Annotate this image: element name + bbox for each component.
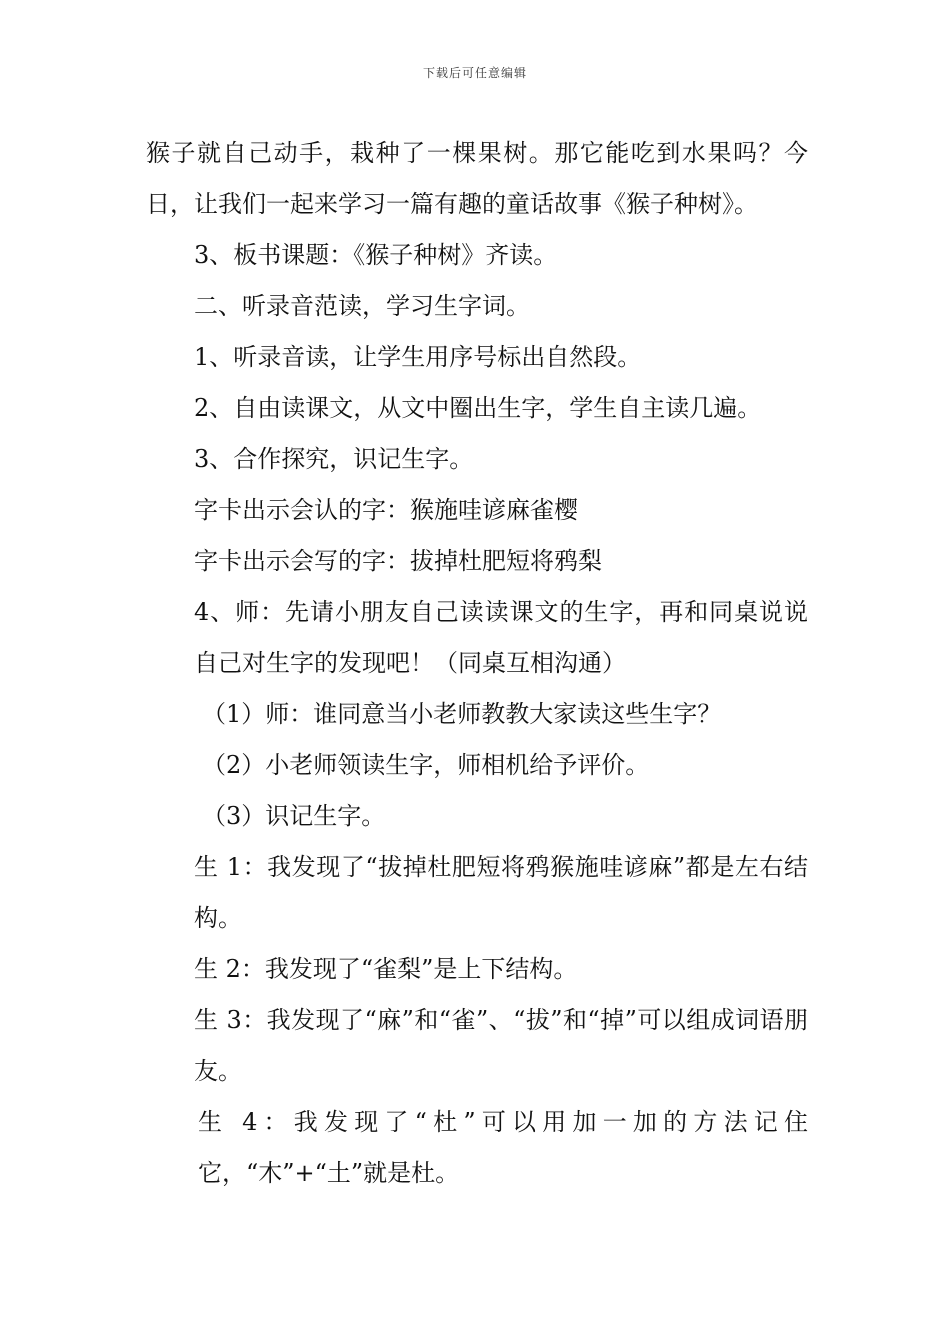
paragraph-step-3-title: 3、板书课题：《猴子种树》齐读。 xyxy=(194,241,558,269)
document-body xyxy=(146,128,808,1199)
page-header: 下载后可任意编辑 xyxy=(422,66,527,80)
paragraph-write-chars: 字卡出示会写的字：拔掉杜肥短将鸦梨 xyxy=(194,547,602,575)
paragraph-student-2: 生 2：我发现了“雀梨”是上下结构。 xyxy=(194,955,578,983)
paragraph-cooperate: 3、合作探究，识记生字。 xyxy=(194,445,474,473)
paragraph-sub-3: （3）识记生字。 xyxy=(202,802,386,830)
paragraph-sub-1: （1）师：谁同意当小老师教教大家读这些生字？ xyxy=(202,700,722,728)
paragraph-student-4: 生 4：我发现了“杜”可以用加一加的方法记住它，“木”+“土”就是杜。 xyxy=(198,1108,808,1187)
paragraph-sub-2: （2）小老师领读生字，师相机给予评价。 xyxy=(202,751,650,779)
paragraph-recognize-chars: 字卡出示会认的字：猴施哇谚麻雀樱 xyxy=(194,496,578,524)
paragraph-student-1: 生 1：我发现了“拔掉杜肥短将鸦猴施哇谚麻”都是左右结构。 xyxy=(194,853,808,932)
paragraph-intro: 猴子就自己动手，栽种了一棵果树。那它能吃到水果吗？今日，让我们一起来学习一篇有趣的童话故事《猴子种树》。 xyxy=(146,139,808,218)
paragraph-section-2: 二、听录音范读，学习生字词。 xyxy=(194,292,530,320)
paragraph-teacher-prompt: 4、师：先请小朋友自己读读课文的生字，再和同桌说说自己对生字的发现吧！（同桌互相沟通） xyxy=(194,598,808,677)
paragraph-listen: 1、听录音读，让学生用序号标出自然段。 xyxy=(194,343,642,371)
paragraph-free-read: 2、自由读课文，从文中圈出生字，学生自主读几遍。 xyxy=(194,394,762,422)
paragraph-student-3: 生 3：我发现了“麻”和“雀”、“拔”和“掉”可以组成词语朋友。 xyxy=(194,1006,808,1085)
